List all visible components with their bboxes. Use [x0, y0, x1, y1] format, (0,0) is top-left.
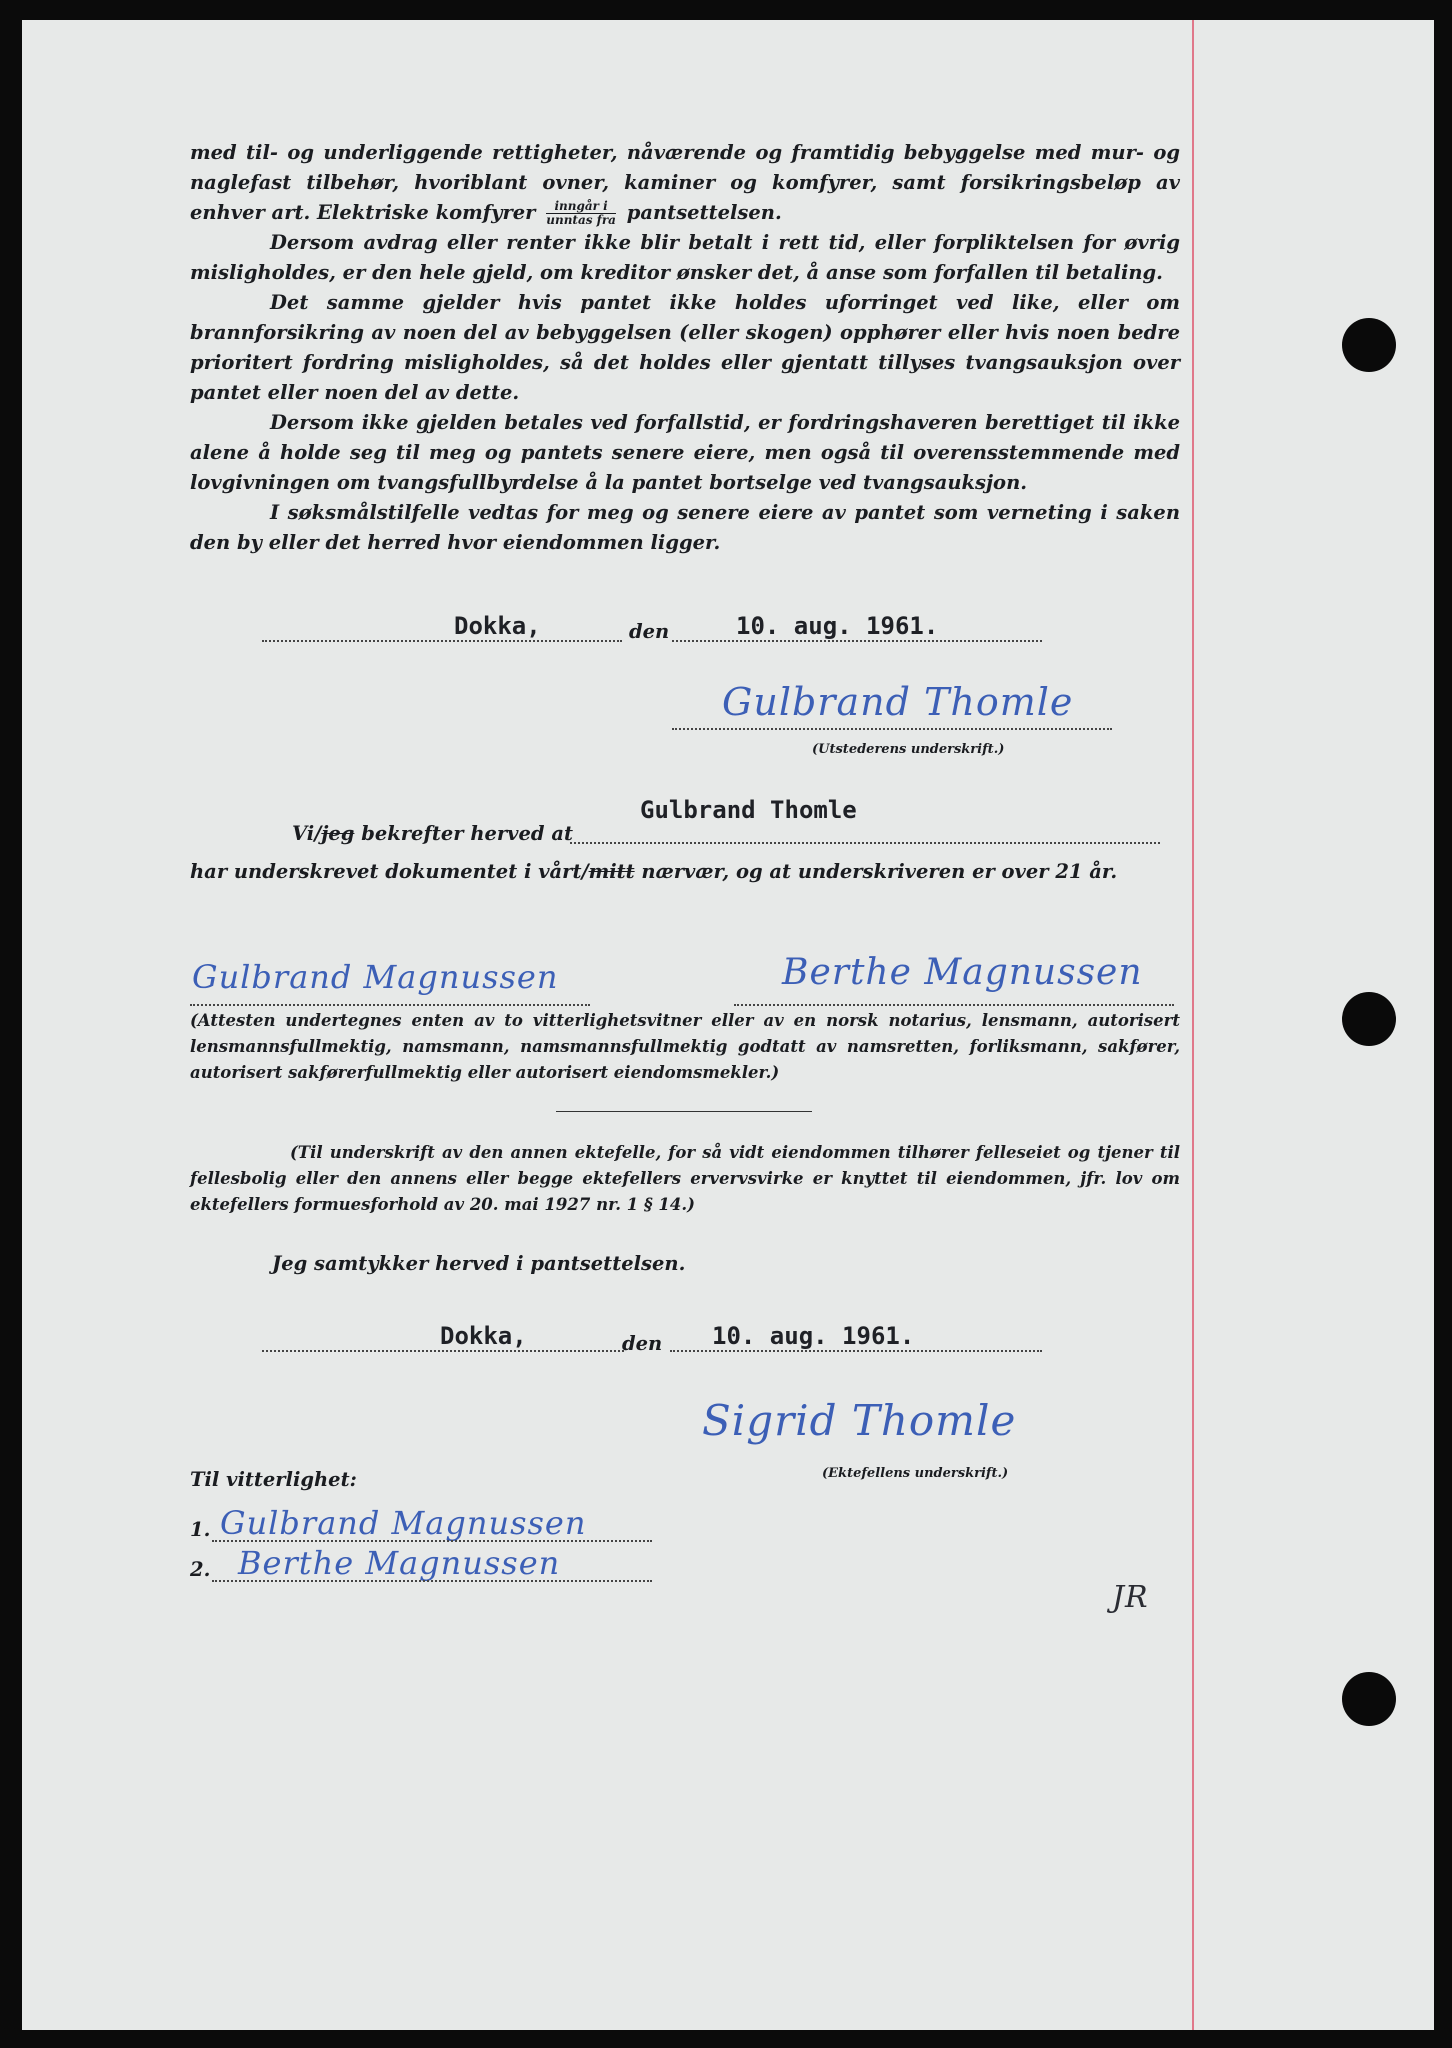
witness-2-number: 2.: [190, 1558, 211, 1581]
witness-signature-2: Berthe Magnussen: [782, 952, 1143, 993]
section-divider: [556, 1111, 812, 1112]
punch-hole-bottom: [1342, 1672, 1396, 1726]
spouse-place: Dokka,: [440, 1322, 527, 1350]
place-line: [262, 640, 622, 642]
issuer-caption: (Utstederens underskrift.): [812, 742, 1005, 757]
punch-hole-top: [1342, 318, 1396, 372]
witness-1-number: 1.: [190, 1518, 211, 1541]
legal-text-body: [190, 138, 1180, 558]
witness-1-signature: Gulbrand Magnussen: [220, 1504, 587, 1542]
witness-2-signature: Berthe Magnussen: [238, 1544, 561, 1582]
witness-1-line: [212, 1540, 652, 1542]
spouse-den-label: den: [622, 1332, 663, 1355]
spouse-consent: Jeg samtykker herved i pantsettelsen.: [272, 1252, 686, 1275]
witness-line-1: Vi/jeg bekrefter herved at: [292, 822, 573, 845]
issuer-den-label: den: [629, 620, 670, 643]
issuer-date: 10. aug. 1961.: [736, 612, 939, 640]
paragraph-2: Dersom avdrag eller renter ikke blir betalt i rett tid, eller forpliktelsen for øvrig misligholdes, er den hele gjeld, om kreditor ønsker det, å anse som forfallen til betaling.: [190, 231, 1180, 284]
spouse-place-line: [262, 1350, 624, 1352]
paragraph-3: Det samme gjelder hvis pantet ikke holdes uforringet ved like, eller om brannforsikring av noen del av bebyggelsen (eller skogen) opphører eller hvis noen bedre prioritert fordring misligholdes, så det holdes eller gjentatt tillyses tvangsauksjon over pantet eller noen del av dette.: [190, 291, 1180, 404]
date-line: [672, 640, 1042, 642]
spouse-signature: Sigrid Thomle: [702, 1396, 1017, 1445]
witness-heading: Til vitterlighet:: [190, 1468, 357, 1491]
witness-signature-line-2: [734, 1004, 1174, 1006]
witness-2-line: [212, 1580, 652, 1582]
paragraph-1: med til- og underliggende rettigheter, nåværende og framtidig bebyggelse med mur- og naglefast tilbehør, hvoriblant ovner, kaminer og komfyrer, samt forsikringsbeløp av enhver art. Elektriske komfyrer $\frac{\text{inngår i}}{\text{unntas fra}}$ pantsettelsen.: [190, 141, 1180, 227]
punch-hole-middle: [1342, 992, 1396, 1046]
witness-confirmed-name: Gulbrand Thomle: [640, 796, 857, 824]
witness-signature-1: Gulbrand Magnussen: [192, 958, 559, 996]
witness-line-2: har underskrevet dokumentet i vårt/mitt nærvær, og at underskriveren er over 21 år.: [190, 860, 1118, 883]
attest-note: (Attesten undertegnes enten av to vitterlighetsvitner eller av en norsk notarius, lensmann, autorisert lensmannsfullmektig, namsmann, namsmannsfullmektig godtatt av namsretten, forliksmann, sakfører, autorisert sakførerfullmektig eller autorisert eiendomsmekler.): [190, 1011, 1180, 1082]
issuer-signature: Gulbrand Thomle: [722, 680, 1074, 724]
margin-line: [1192, 20, 1194, 2030]
document-page: [22, 20, 1434, 2030]
spouse-caption: (Ektefellens underskrift.): [822, 1466, 1009, 1481]
witness-name-line: [570, 842, 1160, 844]
spouse-note: (Til underskrift av den annen ektefelle, for så vidt eiendommen tilhører felleseiet og tjener til fellesbolig eller den annens eller begge ektefellers ervervsvirke er knyttet til eiendommen, jfr. lov om ektefellers formuesforhold av 20. mai 1927 nr. 1 § 14.): [190, 1143, 1180, 1214]
spouse-date-line: [670, 1350, 1042, 1352]
paragraph-4: Dersom ikke gjelden betales ved forfallstid, er fordringshaveren berettiget til ikke alene å holde seg til meg og pantets senere eiere, men også til overensstemmende med lovgivningen om tvangsfullbyrdelse å la pantet bortselge ved tvangsauksjon.: [190, 411, 1180, 494]
initials: JR: [1112, 1580, 1149, 1615]
spouse-date: 10. aug. 1961.: [712, 1322, 915, 1350]
fraction-choice: $\frac{\text{inngår i}}{\text{unntas fra}}$: [546, 199, 616, 227]
issuer-signature-line: [672, 728, 1112, 730]
paragraph-5: I søksmålstilfelle vedtas for meg og senere eiere av pantet som verneting i saken den by eller det herred hvor eiendommen ligger.: [190, 501, 1180, 554]
issuer-place: Dokka,: [454, 612, 541, 640]
witness-signature-line-1: [190, 1004, 590, 1006]
